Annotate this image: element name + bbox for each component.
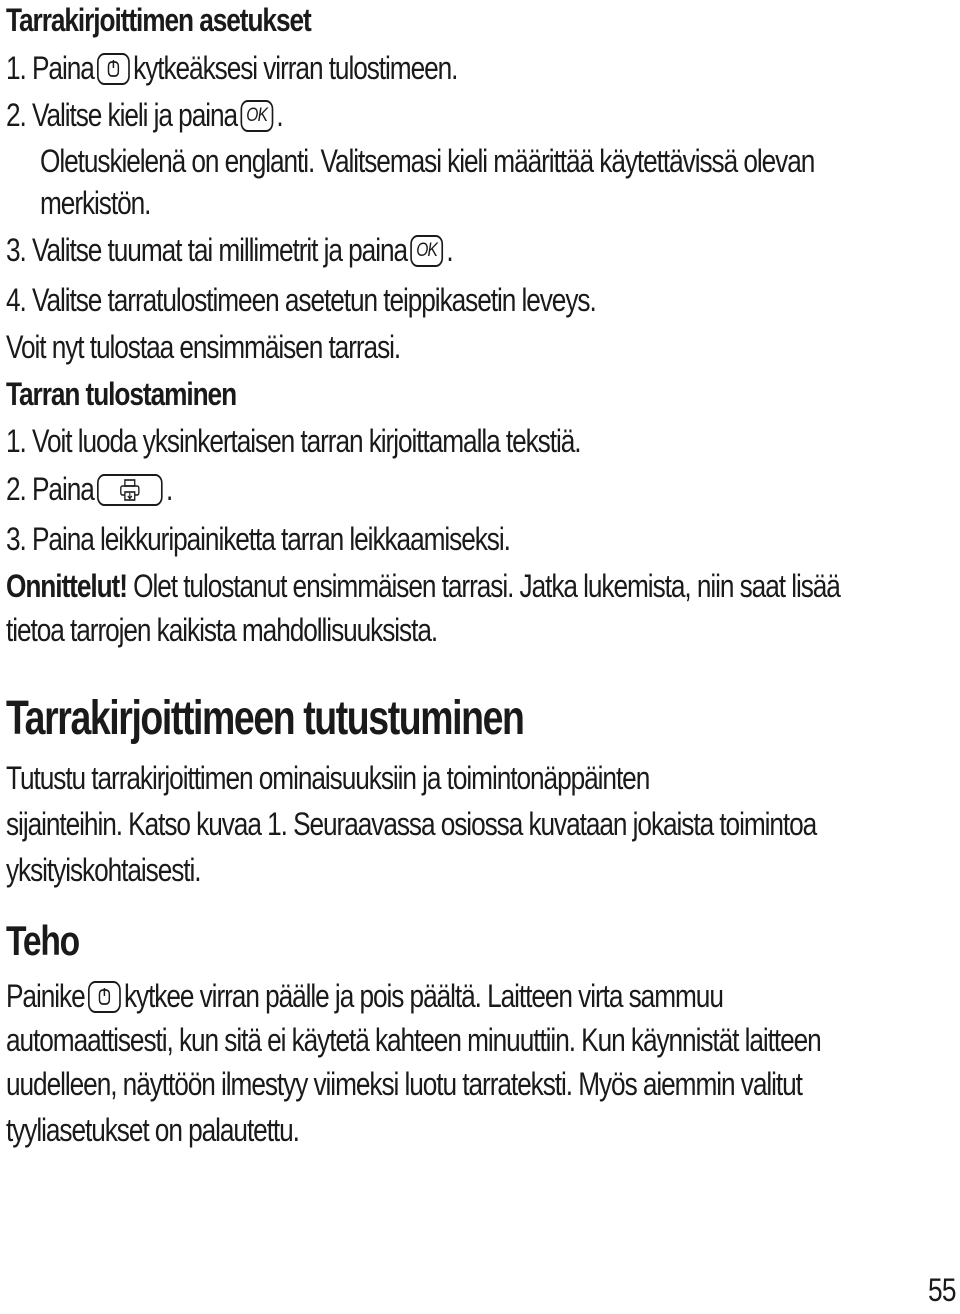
page-number: 55	[928, 1272, 956, 1308]
step-number: 1.	[6, 50, 26, 86]
power-icon	[97, 987, 112, 1007]
printing-step-3	[6, 519, 510, 559]
step-number: 3.	[6, 232, 26, 268]
step-text-after: kytkeäksesi virran tulostimeen.	[133, 50, 458, 86]
step-text: Paina leikkuripainiketta tarran leikkaamiseksi.	[31, 521, 510, 557]
power-heading: Teho	[6, 917, 79, 964]
power-key-icon	[97, 53, 130, 85]
step-number: 3.	[6, 521, 26, 557]
congrats-label: Onnittelut!	[6, 568, 127, 604]
ok-key-icon: OK	[410, 235, 443, 267]
print-key-icon	[97, 474, 163, 506]
setup-step-4	[6, 280, 596, 320]
step-text-before: Valitse kieli ja paina	[31, 97, 238, 133]
step-text-after: .	[165, 471, 173, 507]
power-paragraph-line-2: automaattisesti, kun sitä ei käytetä kahteen minuuttiin. Kun käynnistät laitteen	[6, 1022, 821, 1058]
ok-key-icon: OK	[240, 100, 273, 132]
congrats-text: Olet tulostanut ensimmäisen tarrasi. Jatka lukemista, niin saat lisää	[126, 568, 840, 604]
power-text-after: kytkee virran päälle ja pois päältä. Laitteen virta sammuu	[123, 978, 723, 1014]
step-number: 2.	[6, 471, 26, 507]
step-text-after: .	[446, 232, 453, 268]
congrats-paragraph	[6, 566, 840, 606]
step-number: 1.	[6, 423, 26, 459]
setup-step-2	[6, 95, 283, 135]
printing-heading: Tarran tulostaminen	[6, 376, 237, 412]
power-icon	[106, 59, 121, 79]
power-paragraph-line-1	[6, 976, 723, 1016]
setup-step-3	[6, 230, 453, 270]
power-paragraph-line-4: tyyliasetukset on palautettu.	[6, 1112, 299, 1148]
power-paragraph-line-3: uudelleen, näyttöön ilmestyy viimeksi luotu tarrateksti. Myös aiemmin valitut	[6, 1066, 802, 1102]
intro-paragraph-line-3: yksityiskohtaisesti.	[6, 852, 201, 888]
step-text-before: Valitse tuumat tai millimetrit ja paina	[31, 232, 408, 268]
congrats-paragraph-cont: tietoa tarrojen kaikista mahdollisuuksista.	[6, 612, 438, 648]
step-text: Voit luoda yksinkertaisen tarran kirjoittamalla tekstiä.	[31, 423, 581, 459]
step-text-before: Paina	[31, 50, 94, 86]
printing-step-2	[6, 469, 172, 509]
setup-step-1	[6, 48, 457, 88]
step-text-after: .	[276, 97, 283, 133]
printing-step-1	[6, 421, 580, 461]
intro-paragraph-line-1: Tutustu tarrakirjoittimen ominaisuuksiin ja toimintonäppäinten	[6, 760, 650, 796]
setup-closing: Voit nyt tulostaa ensimmäisen tarrasi.	[6, 329, 401, 365]
power-key-icon	[88, 981, 121, 1013]
power-text-before: Painike	[6, 978, 85, 1014]
setup-step-2-note: Oletuskielenä on englanti. Valitsemasi kieli määrittää käytettävissä olevan	[40, 143, 815, 179]
setup-heading: Tarrakirjoittimen asetukset	[6, 2, 311, 38]
intro-heading: Tarrakirjoittimeen tutustuminen	[6, 692, 524, 745]
step-number: 2.	[6, 97, 26, 133]
print-icon	[119, 478, 140, 502]
setup-step-2-note-cont: merkistön.	[40, 185, 151, 221]
step-text: Valitse tarratulostimeen asetetun teippikasetin leveys.	[31, 282, 596, 318]
step-number: 4.	[6, 282, 26, 318]
step-text-before: Paina	[31, 471, 94, 507]
intro-paragraph-line-2: sijainteihin. Katso kuvaa 1. Seuraavassa osiossa kuvataan jokaista toimintoa	[6, 806, 817, 842]
